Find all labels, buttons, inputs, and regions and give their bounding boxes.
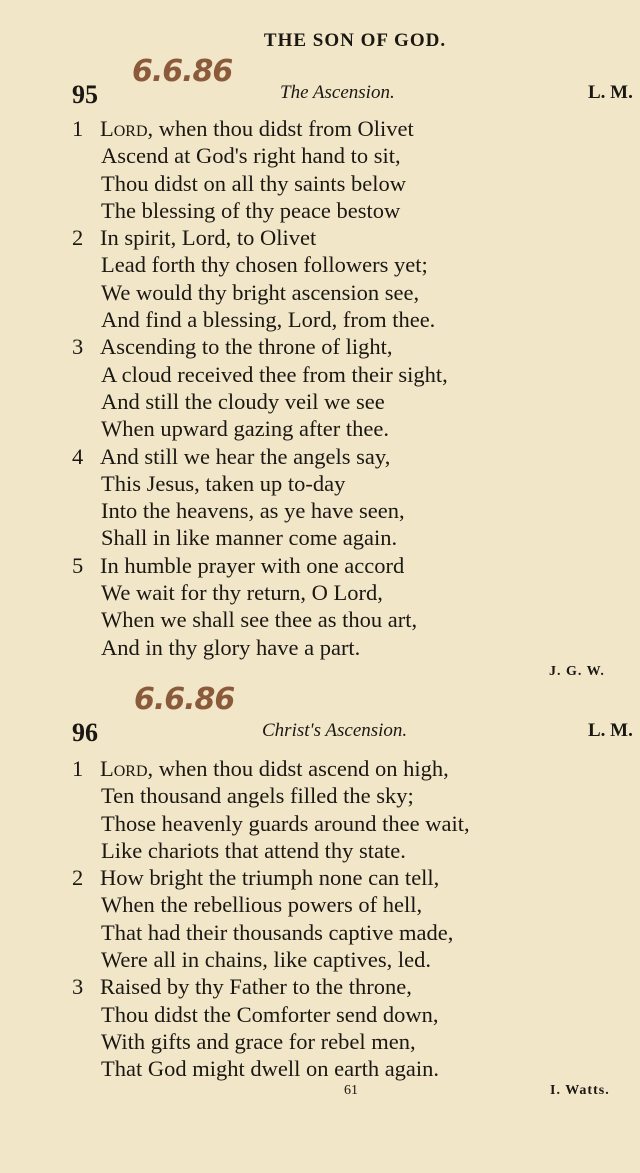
hymn-title: The Ascension. xyxy=(280,82,395,103)
hymn-author: I. Watts. xyxy=(550,1083,610,1098)
stanza-number: 1 xyxy=(72,116,84,141)
verse-line: Ascend at God's right hand to sit, xyxy=(101,143,401,169)
stanza-number: 5 xyxy=(72,552,84,578)
verse-line: That had their thousands captive made, xyxy=(101,919,454,945)
stanza-number: 3 xyxy=(72,334,84,360)
hymn-number: 95 xyxy=(72,80,98,109)
verse-line: When upward gazing after thee. xyxy=(101,416,389,442)
verse-line: When we shall see thee as thou art, xyxy=(101,607,418,633)
stanza xyxy=(0,443,640,552)
hymn-meter: L. M. xyxy=(588,720,633,741)
verse-line: Thou didst the Comforter send down, xyxy=(101,1001,439,1027)
verse-line: We wait for thy return, O Lord, xyxy=(101,580,383,606)
verse-line: And find a blessing, Lord, from thee. xyxy=(101,307,436,333)
verse-line: Ten thousand angels filled the sky; xyxy=(101,783,414,809)
verse-line: In spirit, Lord, to Olivet xyxy=(100,225,317,251)
verse-line: How bright the triumph none can tell, xyxy=(100,865,440,891)
running-head: THE SON OF GOD. xyxy=(263,30,447,51)
verse-line: Thou didst on all thy saints below xyxy=(101,170,406,196)
verse-line: A cloud received thee from their sight, xyxy=(101,361,448,387)
hymn-number: 96 xyxy=(72,718,98,747)
verse-line: When the rebellious powers of hell, xyxy=(101,892,423,918)
hymn-96-header xyxy=(0,682,640,748)
stanza-number: 1 xyxy=(72,756,84,781)
hymn-95-header xyxy=(0,54,640,110)
verse-line: That God might dwell on earth again. xyxy=(101,1056,440,1082)
hymn-author: J. G. W. xyxy=(549,664,605,679)
verse-line: Lord, when thou didst ascend on high, xyxy=(100,756,449,781)
verse-line: Lord, when thou didst from Olivet xyxy=(100,116,414,141)
handwritten-meter-note: 6.6.86 xyxy=(134,682,235,717)
stanza-number: 2 xyxy=(72,225,84,251)
verse-line: We would thy bright ascension see, xyxy=(101,279,420,305)
verse-line: With gifts and grace for rebel men, xyxy=(101,1028,416,1054)
verse-line: Raised by thy Father to the throne, xyxy=(100,974,412,1000)
hymn-96-stanzas xyxy=(0,755,640,1083)
stanza-number: 3 xyxy=(72,974,84,1000)
hymn-title: Christ's Ascension. xyxy=(262,720,408,741)
stanza-number: 4 xyxy=(72,443,84,469)
verse-line: And in thy glory have a part. xyxy=(101,634,361,660)
stanza xyxy=(0,973,640,1082)
verse-line: And still the cloudy veil we see xyxy=(101,388,385,414)
verse-line: Shall in like manner come again. xyxy=(101,525,398,551)
stanza xyxy=(0,864,640,973)
stanza xyxy=(0,115,640,224)
stanza xyxy=(0,552,640,661)
stanza xyxy=(0,755,640,864)
verse-line: Lead forth thy chosen followers yet; xyxy=(101,252,428,278)
page-number: 61 xyxy=(344,1083,358,1098)
verse-line: And still we hear the angels say, xyxy=(100,443,391,469)
hymn-95-stanzas xyxy=(0,115,640,661)
verse-line: Like chariots that attend thy state. xyxy=(101,837,406,863)
verse-line: Were all in chains, like captives, led. xyxy=(101,947,431,973)
handwritten-meter-note: 6.6.86 xyxy=(132,54,233,89)
hymn-meter: L. M. xyxy=(588,82,633,103)
verse-line: Ascending to the throne of light, xyxy=(100,334,393,360)
stanza-number: 2 xyxy=(72,865,84,891)
verse-line: The blessing of thy peace bestow xyxy=(101,197,401,223)
stanza xyxy=(0,224,640,333)
verse-line: In humble prayer with one accord xyxy=(100,552,405,578)
verse-line: This Jesus, taken up to-day xyxy=(101,470,346,496)
stanza xyxy=(0,333,640,442)
verse-line: Into the heavens, as ye have seen, xyxy=(101,498,405,524)
verse-line: Those heavenly guards around thee wait, xyxy=(101,810,470,836)
